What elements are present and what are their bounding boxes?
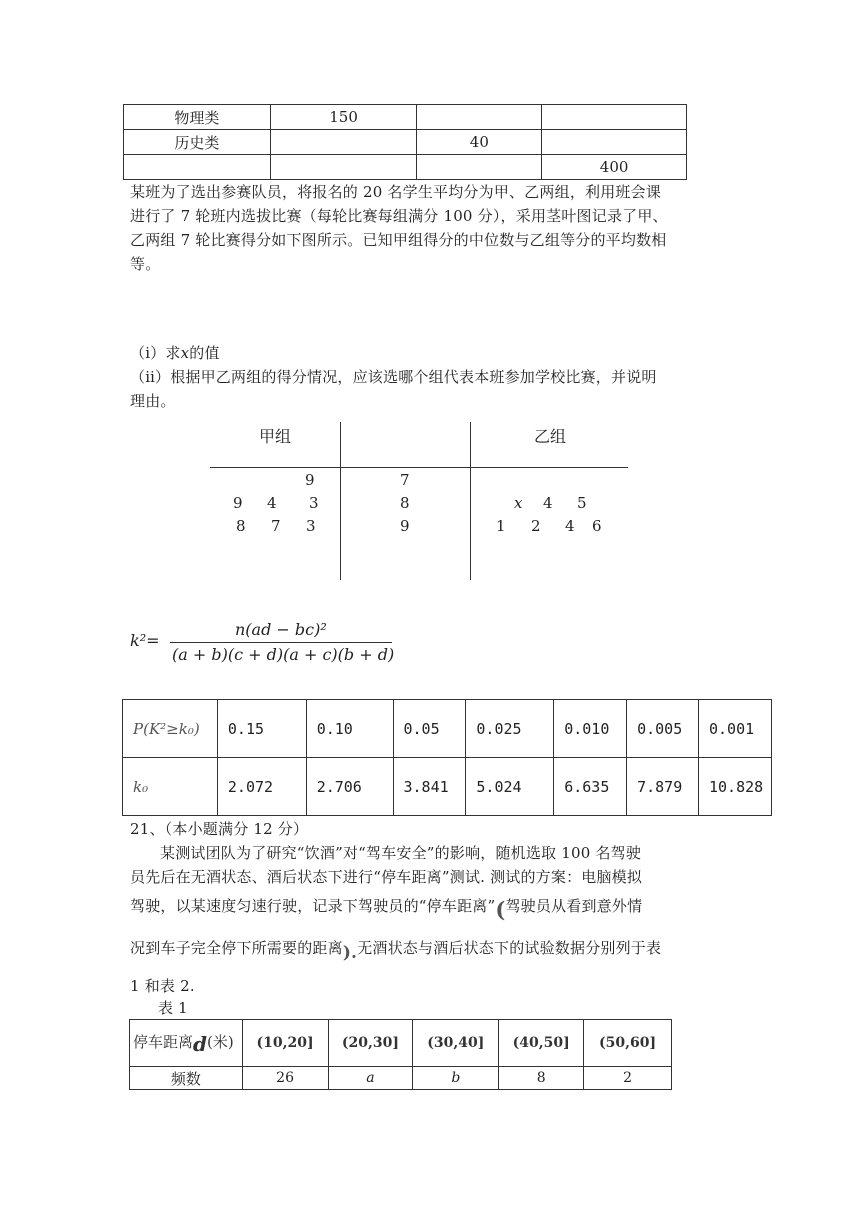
stem-divider-right [470,422,471,580]
table-cell: 0.005 [627,700,699,758]
table-cell: 8 [499,1067,584,1090]
paragraph-line: 1 和表 2. [130,977,195,995]
table-header: (30,40] [413,1020,499,1067]
table-row-label: k₀ [123,758,218,816]
question-2-line: （ⅱ）根据甲乙两组的得分情况，应该选哪个组代表本班参加学校比赛，并说明 [130,368,657,386]
distance-table [129,1019,672,1090]
problem-21 [130,817,750,889]
question-1-prefix: （ⅰ）求 [130,344,181,362]
table-cell: 0.05 [393,700,466,758]
question-1-var: x [180,344,190,362]
table-cell: 2.072 [217,758,306,816]
text-segment: 无酒状态与酒后状态下的试验数据分别列于表 [357,939,662,957]
stem-value: 9 [400,517,410,535]
table-row-label: 频数 [130,1067,243,1090]
stem-header-rule [210,467,628,468]
table-cell: 0.10 [306,700,393,758]
paren: ). [342,943,358,963]
paragraph-line: 等。 [130,255,161,273]
paragraph-line: 某测试团队为了研究“饮酒”对“驾车安全”的影响，随机选取 100 名驾驶 [160,844,642,862]
table-cell: 40 [417,130,542,155]
header-var: d [193,1031,207,1056]
table-header-label [130,1020,243,1067]
paragraph-line [130,936,770,965]
table-cell: 5.024 [466,758,554,816]
right-leaf: 5 [577,494,587,512]
table-cell: a [328,1067,413,1090]
stem-value: 8 [400,494,410,512]
table-header: (10,20] [242,1020,328,1067]
right-leaf: x [514,494,523,512]
formula-lhs: k²= [130,631,160,650]
fraction-bar [170,642,392,643]
table-cell: 0.010 [554,700,627,758]
table-cell: 2 [584,1067,672,1090]
table-cell: 7.879 [627,758,699,816]
stem-leaf-plot [0,0,860,600]
right-leaf: 1 [496,517,506,535]
header-unit: (米) [207,1032,234,1051]
table-cell: 400 [542,155,687,180]
formula-numerator: n(ad − bc)² [235,620,327,639]
paragraph-line: 某班为了选出参赛队员，将报名的 20 名学生平均分为甲、乙两组，利用班会课 [130,183,662,201]
left-leaf: 8 [236,517,246,535]
left-leaf: 3 [306,517,316,535]
text-segment: 况到车子完全停下所需要的距离 [130,939,343,957]
left-leaf: 3 [309,494,319,512]
table-cell: 10.828 [699,758,772,816]
table-cell: 150 [270,105,417,130]
header-text: 停车距离 [133,1032,194,1051]
paragraph-line: 进行了 7 轮班内选拔比赛（每轮比赛每组满分 100 分），采用茎叶图记录了甲、 [130,207,668,225]
left-leaf: 9 [305,471,315,489]
right-leaf: 4 [543,494,553,512]
question-2-line: 理由。 [130,392,176,410]
left-leaf: 9 [233,494,243,512]
table-row-label: P(K²≥k₀) [123,700,218,758]
left-leaf: 4 [267,494,277,512]
paragraph-line: 员先后在无酒状态、酒后状态下进行“停车距离”测试. 测试的方案：电脑模拟 [130,868,643,886]
formula-denominator: (a + b)(c + d)(a + c)(b + d) [172,645,395,664]
table-cell: 0.15 [217,700,306,758]
table-cell: 2.706 [306,758,393,816]
stem-divider-left [340,422,341,580]
paren: ( [495,897,506,922]
table-row [130,1067,672,1090]
table-row [123,700,772,758]
left-group-title: 甲组 [259,427,292,446]
table-cell: 历史类 [124,130,271,155]
table-header: (20,30] [328,1020,413,1067]
table-caption: 表 1 [158,999,188,1017]
table-cell: 0.025 [466,700,554,758]
right-leaf: 2 [531,517,541,535]
text-segment: 驾驶员从看到意外情 [505,897,643,915]
left-leaf: 7 [271,517,281,535]
text-segment: 驾驶，以某速度匀速行驶，记录下驾驶员的“停车距离” [130,897,496,915]
table-header: (50,60] [584,1020,672,1067]
table-header: (40,50] [499,1020,584,1067]
paragraph-line: 乙两组 7 轮比赛得分如下图所示。已知甲组得分的中位数与乙组等分的平均数相 [130,231,667,249]
table-row [123,758,772,816]
right-group-title: 乙组 [534,427,567,446]
question-1-suffix: 的值 [189,344,220,362]
paragraph-line [130,894,770,922]
right-leaf: 6 [592,517,602,535]
table-cell: 26 [242,1067,328,1090]
stem-value: 7 [400,471,410,489]
right-leaf: 4 [565,517,575,535]
table-cell: b [413,1067,499,1090]
table-cell: 0.001 [699,700,772,758]
table-cell: 物理类 [124,105,271,130]
table-cell: 3.841 [393,758,466,816]
problem-heading: 21、（本小题满分 12 分） [130,820,309,838]
chi-square-table [122,699,772,816]
table-cell: 6.635 [554,758,627,816]
table-row [130,1020,672,1067]
